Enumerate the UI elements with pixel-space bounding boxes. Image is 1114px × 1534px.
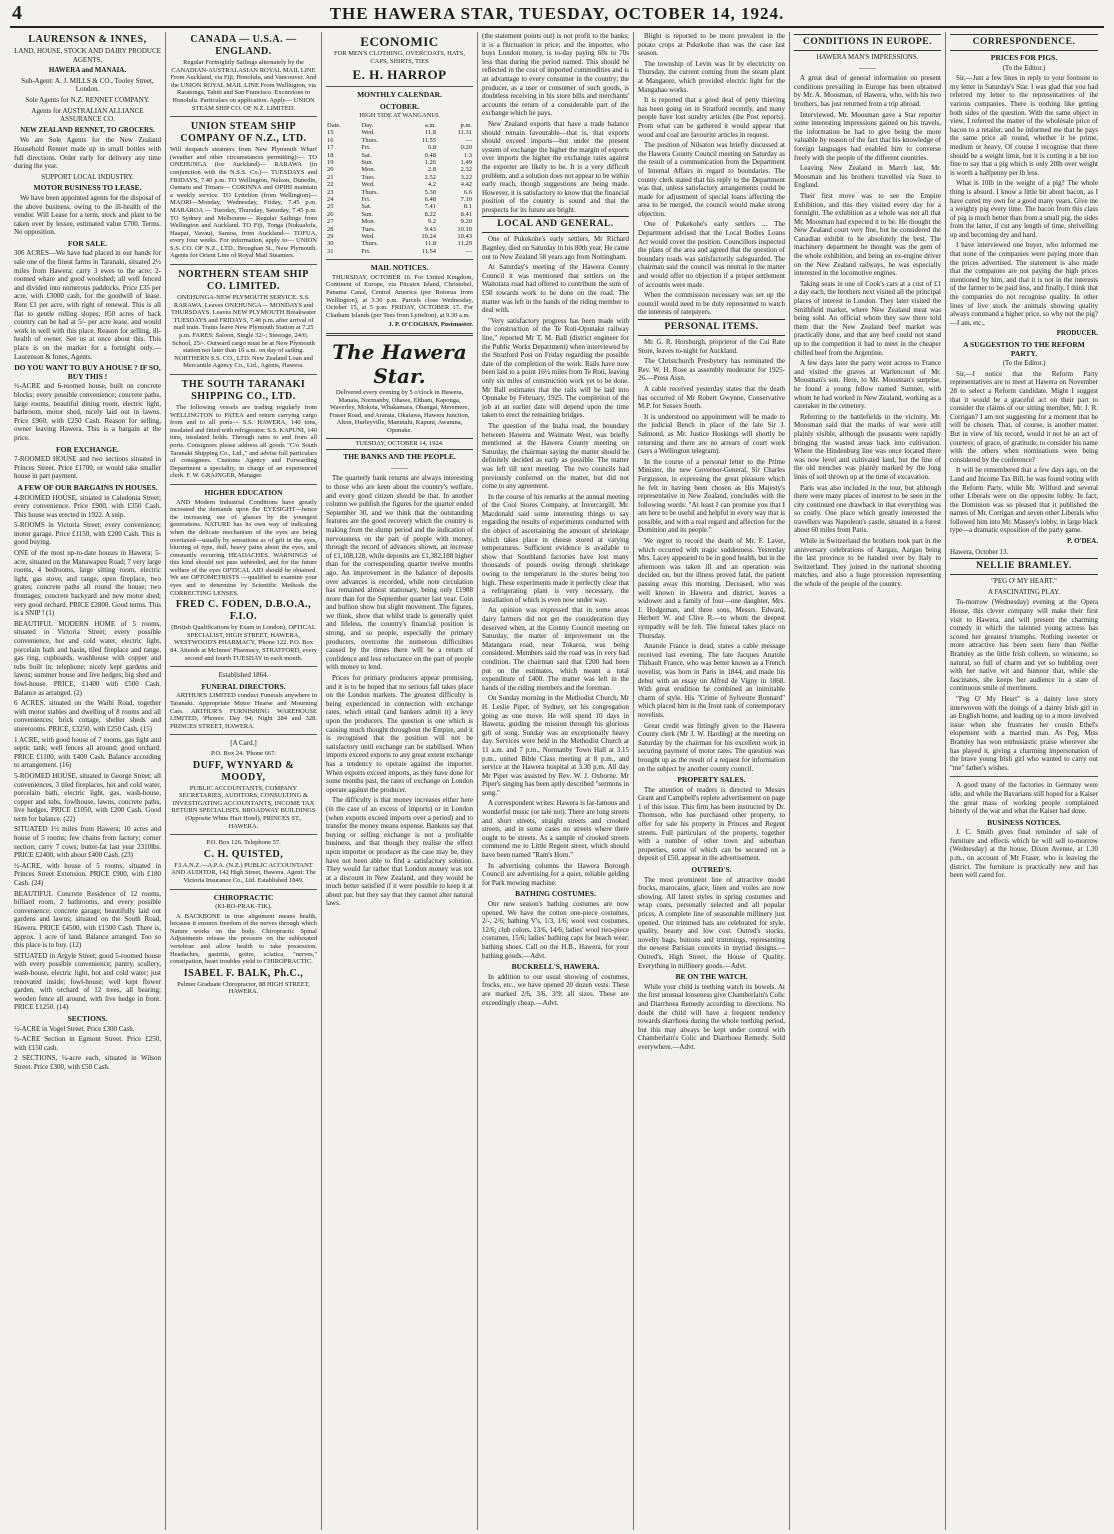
tide-row (326, 129, 473, 136)
tide-cell: 6.48 (424, 196, 437, 204)
tide-heading: HIGH TIDE AT WANGANUI. (359, 112, 440, 120)
tide-cell: 11.29 (457, 240, 472, 248)
postmaster: J. P. O'COGHAN, Postmaster. (388, 321, 473, 329)
local-general-heading: LOCAL AND GENERAL. (482, 216, 629, 233)
harrop-title: E. H. HARROP (352, 67, 447, 83)
support-line: SUPPORT LOCAL INDUSTRY. (41, 172, 134, 181)
union-title: UNION STEAM SHIP COMPANY OF N.Z., LTD. (180, 121, 307, 145)
column-5 (634, 32, 790, 1530)
column-3: ECONOMIC FOR MEN'S CLOTHING, OVERCOATS, HATS, CAPS, SHIRTS, TIES E. H. HARROP MONTHLY CALENDAR. OCTOBER. HIGH TIDE AT WANGANUI. Date. Day. a.m. p.m. 15 Wed. 11.8 11.31 16 Thurs. 11.55 — 17 Fri. 0.8 0.20 18 Sat. 0.48 1.3 19 Sun. 1.26 1.49 20 Mon. 2.8 2.32 21 Tues. 2.52 3.22 22 Wed. 4.2 4.42 23 Thurs. 5.30 6.6 24 Fri. 6.48 7.10 25 Sat. 7.41 8.1 26 Sun. 8.22 8.41 27 Mon. 9.2 9.20 28 Tues. 9.43 10.10 29 Wed. 10.24 10.43 30 Thurs. 11.8 11.29 31 Fri. 11.54 — MAIL NOTICES. THURSDAY, OCTOBER 16. For United Kingdom, Continent of Europe, via Pitcairn Island, Christobel, Panama Canal, Central America (per Rotorua from Wellington), at 3.30 p.m. Parcels close Wednesday, October 15, at 5 p.m. FRIDAY, OCTOBER 17. For Chatham Islands (per Tees from Lyttelton), at 9.30 a.m. J. P. O'COGHAN, Postmaster. The Hawera Star. Delivered every evening by 5 o'clock in Hawera, Manaia, Normanby, Ohawe, Eltham, Kaponga, Waverley, Mokoia, Whakamara, Ohangai, Meremere, Fraser Road, and Ararata, Okaiawa, Hawera Junction, Alton, Hurleyville, Manutahi, Kapuni, Awatuna, Opunake. TUESDAY, OCTOBER 14, 1924. THE BANKS AND THE PEOPLE. ⸻ The quarterly bank returns are always interesting to those who are keen about the country's welfare, and every good citizen should be that. In another column we publish the figures for the quarter ended September 30, and we think that the outstanding features are the good recovery which the country is making from the slump period and the indication of nervousness on the part of people with money, through the record of advances shown, an increase of £1,108,128, while deposits are £1,382,188 higher than for the corresponding quarter twelve months ago. An improvement in the balance of deposits over advances is recorded, while note circulation has remained almost stationary, being only £1988 more than for the September quarter last year. Coin and bullion show but slight movement. The figures, we think, show that whilst trade is generally quiet and lifeless, the country's financial position is strong, and so people, especially the primary producers, overcome the numerous difficulties caused by the times there will be a return of confidence and less reluctance on the part of people with money to lend. Prices for primary producers appear promising, and it is to be hoped that no serious fall takes place on the London markets. The greatest difficulty is being experienced in connection with exchange rates, which entail (and bankers admit it) a levy upon the producers. The question is one which is causing much thought throughout the Empire, and it is recognised that the position will not be satisfactory until exchange can be stabilised. When imports exceed exports to any great extent exchange has a tendency to operate against the importer. When exports exceed imports, as they have done for some months past, the rates of exchange on London operate against the producer. The difficulty is that money increases either here (in the case of an excess of imports) or in London (when exports exceed imports over a period) and to transfer the money means expense. Bankers say that buying or selling exchange is not a profitable business, and that though they realise the effect upon importer or producer as the case may be, they have not been able to find a satisfactory solution. They would far rather that London money was not at a discount in New Zealand, and they would be much better satisfied if it were possible to keep it at about par, but they say that they cannot alter natural laws. (322, 32, 478, 1530)
tide-cell: 1.49 (460, 159, 472, 166)
bathing-text: Our new season's bathing costumes are now opened. We have the cotton one-piece costumes, 2/-, 2/6; bathing V's, 1/3, 1/6; wool vest costumes, 12/6; club colors, 13/6, 14/6; ladies' wool two-piece costumes, 15/6; ladies' bathing caps for beach wear; bathing shoes. Call on the H.B., Hawera, for your bathing goods.—Advt. (482, 900, 629, 960)
letter-para: Sir,—Just a few lines in reply to your footnote to my letter in Saturday's Star. I was glad that you had referred my letter to the representatives of the various companies. There is nothing like getting both sides of the question. With the same object in view, I referred the matter of the wholesale price of bacon to a retailer, and he informed me that he pays the same price all round, whether it be prime, medium or heavy. Of course I recognise that there should be a weight limit, but it is cutting it a bit too fine to say that a pig which is only 20lb over weight is worth a halfpenny per lb less. (950, 74, 1098, 177)
listing: ½-ACRE in Vogel Street. Price £300 Cash. (14, 1024, 135, 1033)
property-text: The attention of readers is directed to Messrs Grant and Campbell's replete advertisement on page 1 of this issue. This firm has been instructed by Dr. Thomson, who has purchased other property, to offer for sale his property in Princes and Regent streets. Full particulars of the property, together with a number of other town and suburban properties, some of which can be secured on a deposit of £50, appear in the advertisement. (638, 785, 785, 863)
exchange-heading: FOR EXCHANGE. (56, 444, 119, 454)
quisted-text: F.I.A.N.Z.—A.P.A. (N.Z.) PUBLIC ACCOUNTANT AND AUDITOR, 142 High Street, Hawera. Agent: The Victoria Insurance Co., Ltd. Established 1849. (171, 861, 316, 884)
established: Established 1864. (218, 671, 269, 680)
sections-heading: SECTIONS. (67, 1013, 108, 1023)
news-item: The township of Levin was lit by electricity on Thursday, the current coming from the steam plant at Mangaore, which provided electric light for the Mangahao works. (638, 59, 785, 94)
listing: 1 ACRE, with good house of 7 rooms, gas light and septic tank; well fences all around; good orchard. PRICE £1100, with £400 Cash. Balance according to arrangement. (16) (14, 735, 161, 770)
calendar-heading: MONTHLY CALENDAR. (357, 90, 442, 100)
hawera-star-banner: The Hawera Star. (332, 340, 467, 389)
letter-para: It will be remembered that a few days ago, on the Land and Income Tax Bill, he was found voting with the Reform Party, while Mr. Wilford and several other Liberals were on the opposite lobby. In fact, the Dominion was so pleased that it published the names of Mr. Corrigan and seven other Liberals who followed him into Mr. Massey's lobby, in large black type—a dramatic exposition of the party game. (950, 466, 1098, 535)
conditions-sub: HAWERA MAN'S IMPRESSIONS. (816, 53, 919, 61)
outred-heading: OUTRED'S. (691, 865, 732, 875)
tide-col-header: a.m. (424, 121, 437, 129)
conditions-para: Leaving New Zealand in March last, Mr. Moosman and his brothers travelled via Suez to England. (794, 164, 941, 190)
taranaki-text: The following vessels are trading regularly from WELLINGTON to PATEA and return carrying cargo from and to all ports— S.S. HAWERA, 140 tons, insulated and fitted with refrigerator. S.S. KAPUNI, 140 tons, insulated holds. Through rates to and from all ports. Consignors please address all goods "C/o South Taranaki Shipping Co., Ltd.," and advise full particulars of consignees. Customs Agency and Forwarding Department a speciality, in charge of an experienced clerk. F. W. GRAINGER, Manager. (170, 404, 317, 480)
signature: PRODUCER. (1056, 329, 1098, 338)
tide-row (326, 211, 473, 218)
tide-cell: 2.32 (460, 166, 472, 174)
tide-cell: 4.42 (460, 181, 472, 189)
watch-heading: BE ON THE WATCH. (675, 972, 748, 982)
listing: SITUATED in Argyle Street; good 5-roomed house with every possible convenience; pantry, scullery, wash-house, electric light, hot and cold water; just renovated inside; fowl-house; well kept flower garden, with orchard of 12 trees, all bearing; wooden fence all around, with live hedge in front. PRICE £1250. (14) (14, 951, 161, 1012)
local-item: In the course of his remarks at the annual meeting of the Cool Stores Company, at Invercargill, Mr. Macdonald said some interesting things to say regarding the results of experiments conducted with the object of ascertaining the amount of shrinkage which takes place in cheese stored at varying temperatures. Sufficient evidence is available to show that Southland factories have lost many thousands of pounds owing through shrinkage owing to the temperature in the stores being too high. These experiments made it perfectly clear that a refrigerating plant is very necessary, the installation of which is even now under way. (482, 492, 629, 604)
tide-row (326, 240, 473, 247)
listing: 5-ROOMED HOUSE, situated in George Street; all conveniences, 3 tiled fireplaces, hot and cold water, porcelain bath, electric light, gas, wash-house, copper and tubs, fowlhouse, lawns, concrete paths, live hedges. PRICE £1050, with £200 Cash. Good term for balance. (22) (14, 771, 161, 823)
tide-cell: 8.41 (460, 210, 472, 218)
tide-row (326, 152, 473, 159)
ad-line: Agents for AUSTRALIAN ALLIANCE ASSURANCE CO. (31, 106, 144, 124)
listing: 4-ROOMED HOUSE, situated in Caledonia Street; every convenience. Price £900, with £350 Cash. This house was erected in 1922. A snip. (14, 493, 161, 519)
listing: 6 ACRES, situated on the Waihi Road, together with motor stables and dwelling of 8 rooms and all conveniences; brick cottage, shelter sheds and storerooms. PRICE, £3250, with £250 Cash. (15) (14, 699, 161, 733)
local-item: At Saturday's meeting of the Hawera County Council it was mentioned that settlers on the Waitotara road had offered to contribute the sum of £50 towards work to be done on the road. The matter was left in the hands of the riding member to deal with. (482, 263, 629, 315)
tide-cell: Fri. (361, 247, 371, 255)
tide-cell: 11.55 (421, 136, 437, 144)
tide-cell: 3.22 (460, 173, 472, 181)
buckrell-text: In addition to our usual showing of costumes, frocks, etc., we have opened 20 dozen vests. These are marked 2/6, 3/6, 3/9; all sizes. These are exceedingly cheap.—Advt. (482, 972, 629, 1007)
tide-cell: 7.41 (424, 203, 437, 211)
personal-item: It is understood no appointment will be made to the judicial Bench in place of the late Sir J. Salmond, as Mr. Justice Hoskings will shortly be returning and there are no arrears of court work (says a Wellington telegram). (638, 412, 785, 456)
personal-item: Mr. G. R. Horsburgh, proprietor of the Cui Rate Store, leaves to-night for Auckland. (638, 338, 785, 355)
tide-row (326, 196, 473, 203)
letter-para: Sir,—I notice that the Reform Party representatives are to meet at Hawera on November 28 to select a Reform candidate. Might I suggest that it would be a graceful act on their part to consider the claims of our sitting member, Mr. J. R. Corrigan? I am not suggesting for a moment that he will be chosen. That, of course, is another matter. But in view of his record, would it not be an act of courtesy, of grace, of gratitude, to consider his name with the others when nominations were being considered by the conference? (950, 369, 1098, 464)
tide-cell: 29 (327, 233, 334, 241)
mail-text: THURSDAY, OCTOBER 16. For United Kingdom, Continent of Europe, via Pitcairn Island, Christobel, Panama Canal, Central America (per Rotorua from Wellington), at 3.30 p.m. Parcels close Wednesday, October 15, at 5 p.m. FRIDAY, OCTOBER 17. For Chatham Islands (per Tees from Lyttelton), at 9.30 a.m. (326, 273, 473, 319)
taranaki-title: THE SOUTH TARANAKI SHIPPING CO., LTD. (181, 379, 306, 402)
foden-title: FRED C. FODEN, D.B.O.A., F.I.O. (175, 599, 312, 623)
tide-cell: — (465, 247, 472, 255)
tide-cell: 10.10 (457, 225, 472, 233)
conditions-heading: CONDITIONS IN EUROPE. (794, 34, 941, 51)
tide-cell: 9.43 (424, 225, 437, 233)
tide-cell: 22 (327, 181, 334, 189)
chiro-text: A BACKBONE in true alignment means health, because it ensures freedom of the nerves through which Nature works on the body. Chiropractic Spinal Adjustments release the pressure on the subluxated vertebrae and allow health to take possession. Headaches, gastritis, goitre, sciatica, "nerves," constipation, heart troubles yield to CHIROPRACTIC. (170, 912, 317, 966)
tide-cell: Wed. (361, 181, 375, 189)
business-text: J. C. Smith gives final reminder of sale of furniture and effects which he will sell to-morrow (Wednesday) at the house, Dixon Avenue, at 1.30 p.m., on account of Mr Fraser, who is leaving the district. The furniture is practically new and has been well cared for. (950, 828, 1098, 880)
tide-cell: Thurs. (361, 240, 379, 248)
for-sale-heading: FOR SALE. (67, 238, 108, 248)
local-item: On Sunday morning in the Methodist Church, Mr H. Leslie Piper, of Sydney, set his congregation going as one move. He will spend 10 days in Hawera, guiding the mission through his glorious gift of song. Sunday was an exceptionally heavy day. Services were held in the Methodist Church at 11 a.m. and 7 p.m., Normanby Town Hall at 3.15 p.m., united Bible Class meeting at 8 p.m., and service at the Hawera hospital at 3.30 p.m. All day Mr Piper was assisted by Rev. W. J. Oxborne. Mr Piper's singing has been aptly described "sermons in song." (482, 694, 629, 797)
funeral-heading: FUNERAL DIRECTORS. (201, 681, 286, 691)
balk-title: ISABEL F. BALK, Ph.C., (183, 967, 304, 979)
local-item: "Very satisfactory progress has been made with the construction of the Te Roti-Opunake railway line," reported Mr T. M. Ball (district engineer for the Public Works Department) when interviewed by the Stratford Post on Friday regarding the possible date of the completion of the work. Rails have now been laid to a point 16½ miles from Te Roti, leaving only six miles of construction work yet to be done. Mr Ball estimates that the rails will be laid into Opunake by February, 1925. The completion of the job at an earlier date will depend upon the time taken to erect the remaining bridges. (482, 316, 629, 420)
tide-cell: 26 (327, 210, 334, 218)
tide-cell: 20 (327, 166, 334, 174)
tide-cell: 18 (327, 151, 334, 159)
local-item: In advertising columns the Hawera Borough Council are advertising for a quiet, reliable gelding for Park mowing machine. (482, 861, 629, 887)
listing-306: 306 ACRES—We have had placed in our hands for sale one of the finest farms in Taranaki, situated 2½ miles from Hawera; carry 3 ewes to the acre; 2-roomed whare and good woolshed; all well fenced and divided into numerous paddocks. Price £35 per acre, with £3000 cash, for the goodwill of lease. Rent £1 per acre, with right of renewal. This is all flat to gentle rolling slopes; 850 acres of back country can be had at 5/- per acre lease, and would work in well with this place. Reason for selling, ill-health of owner. See us at once about this. This place is on the market for a fortnight only.—Laurenson & Innes, Agents. (14, 249, 161, 361)
column-7 (946, 32, 1102, 1530)
tide-row (326, 137, 473, 144)
banks-para: The difficulty is that money increases either here (in the case of an excess of imports) or in London (when exports exceed imports over a period) and to transfer the money means expense. Bankers say that buying or selling exchange is not a profitable business, and that though they realise the effect upon importer or producer as the case may be, they have not been able to find a satisfactory solution. They would far rather that London money was not at a discount in New Zealand, and they would be much better satisfied if it were possible to keep it at about par, but they say that they cannot alter natural laws. (326, 796, 473, 908)
page-number: 4 (12, 2, 22, 24)
reform-heading: A SUGGESTION TO THE REFORM PARTY. (963, 340, 1085, 358)
tide-cell: Tues. (361, 225, 376, 233)
ad-line: NEW ZEALAND RENNET, TO GROCERS. (20, 125, 155, 134)
want-house-heading: DO YOU WANT TO BUY A HOUSE ? IF SO, BUY THIS ! (14, 363, 161, 381)
factories-para: A good many of the factories in Germany were idle, and while the Bavarians still hoped for a Kaiser the great mass of working people complained bitterly of the war and what the Kaiser had done. (950, 781, 1098, 816)
mail-heading: MAIL NOTICES. (370, 263, 429, 273)
tide-cell: 6.6 (463, 188, 472, 196)
economic-title: ECONOMIC (360, 34, 439, 49)
tide-row (326, 181, 473, 188)
tide-cell: 30 (327, 240, 334, 248)
tide-cell: 11.8 (424, 240, 437, 248)
tide-cell: Sat. (361, 203, 372, 211)
masthead (10, 0, 1104, 28)
news-item: The position of Nilsaton was briefly discussed at the Hawera County Council meeting on Saturday as the result of a communication from the Department of Internal Affairs in regard to boundaries. The county clerk stated that his reply to the Department was that, unless satisfactory arrangements could be made for adjustment of special loans affecting the area to be merged, the council would make strong objection. (638, 141, 785, 218)
news-item: Blight is reported to be more prevalent in the potato crops at Pukekohe than was the case last season. (638, 32, 785, 58)
tide-row (326, 203, 473, 210)
tide-cell: 5.30 (424, 188, 437, 196)
personal-item: Great credit was fittingly given to the Hawera County clerk (Mr J. W. Harding) at the meeting on Saturday by the chairman for his excellent work in securing payment of motor rates. The question was brought up as the result of a request for information on the subject by another county council. (638, 721, 785, 773)
quisted-title: C. H. QUISTED, (203, 848, 284, 860)
arthur-text: ARTHUR'S LIMITED conduct Funerals anywhere in Taranaki. Appropriate Motor Hearse and Mourning Cars. ARTHUR'S FURNISHING WAREHOUSE LIMITED, 'Phones: Day 94; Night 284 and 328. PRINCES STREET, HAWERA. (170, 692, 317, 730)
conditions-para: A few days later the party went across to France and visited the graves at Warlencourt of Mr. Moosman's son. Here, to Mr. Moosman's surprise, he found a young fellow named Sumner, with whom he had worked in New Zealand, working as a caretaker in the cemetery. (794, 359, 941, 411)
tide-cell: 10.24 (421, 233, 437, 241)
news-item: When the commission necessary was set up the council would need to be duly represented to watch the interests of ratepayers. (638, 291, 785, 317)
listing: BEAUTIFUL Concrete Residence of 12 rooms, billiard room, 2 bathrooms, and every possible convenience; concrete garage; beautifully laid out gardens and lawns; situated on the South Road, Hawera. PRICE £4500, with £1500 Cash. There is, approx. 1 acre of land. Balance arranged. Too so this place is to buy. (12) (14, 889, 161, 950)
tide-cell: 31 (327, 247, 334, 255)
column-1 (10, 32, 166, 1530)
conditions-para: A great deal of general information on present conditions prevailing in Europe has been obtained by Mr. A. Moosman, of Hawera, who, with his two brothers, has just returned from a trip abroad. (794, 74, 941, 108)
listing: SITUATED 1½ miles from Hawera; 10 acres and house of 5 rooms; few chains from factory; corner section; carry 7 cows; butter-fat last year 2310lbs. PRICE £2400, with about £400 Cash. (23) (14, 825, 161, 860)
tide-row (326, 144, 473, 151)
listing: ½-ACRE Section in Egmont Street. Price £250, with £150 cash. (14, 1035, 161, 1052)
tide-cell: 17 (327, 144, 334, 152)
pigs-heading: PRICES FOR PIGS. (990, 53, 1058, 62)
motor-text: We have been appointed agents for the disposal of the above business, owing to the ill-health of the vendor. Will Lease for a term, stock and plant to be taken over by lessee, estimated value £700. Terms. No opposition. (14, 193, 161, 237)
ad-line: HAWERA and MANAIA. (48, 66, 127, 75)
duff-title: DUFF, WYNYARD & MOODY, (192, 759, 295, 783)
local-item: An opinion was expressed that in some areas dairy farmers did not get the consideration they deserved when, at the County Council meeting on Saturday, the matter of improvement on the Matangara road, near Tokaroa, was being considered. Members said the road was in very bad condition. The chairman said that £200 had been put on the estimates, which meant a total expenditure of £400. The matter was left in the hands of the riding members and the foreman. (482, 606, 629, 692)
tide-cell: 21 (327, 173, 334, 181)
personal-heading: PERSONAL ITEMS. (638, 319, 785, 336)
canada-title: CANADA — U.S.A. — ENGLAND. (190, 34, 297, 57)
personal-item: Anatole France is dead, states a cable message received last evening. The late Jacques Anatole Thibault France, who was better known as a French novelist, was born in Paris in 1844, and made his debut with an essay on Alfred de Vigny in 1868. With great erudition he combined an inimitable charm of style. His "Crime of Sylvestre Bonnard" which placed him in the front rank of contemporary novelists. (638, 642, 785, 719)
tide-cell: Fri. (361, 144, 371, 152)
tide-cell: 9.20 (460, 218, 472, 226)
dateline: TUESDAY, OCTOBER 14, 1924. (326, 438, 473, 451)
tide-cell: 0.20 (460, 144, 472, 152)
tide-cell: 8.1 (463, 203, 472, 211)
tide-cell: 9.2 (427, 218, 437, 226)
card-label: [A Card.] (230, 739, 257, 748)
tide-cell: 16 (327, 136, 334, 144)
bathing-heading: BATHING COSTUMES. (515, 889, 596, 899)
laurenson-ad-title: LAURENSON & INNES, (28, 34, 147, 45)
tide-cell: 19 (327, 159, 334, 166)
tide-row (326, 166, 473, 173)
nellie-para: "Peg O' My Heart" is a dainty love story interwoven with the doings of a dainty Irish girl in an English home, and leading up to a more involved issue when she frustrates her cousin Ethel's elopement with a married man. As Peg, Miss Bramley has won enthusiastic praise wherever she has played it, giving a charming impersonation of the brave young Irish girl who wanted to carry out "me" father's wishes. (950, 694, 1098, 772)
conditions-para: While in Switzerland the brothers took part in the anniversary celebrations of Aargau, Aargau being the last province to be handed over by Italy to Switzerland. They joined in the national shooting matches, and also a huge procession representing the whole of the people of the country. (794, 537, 941, 589)
tide-cell: 10.43 (457, 233, 472, 241)
higher-ed-text: AND Modern Industrial Conditions have greatly increased the demands upon the EYESIGHT—hence the increasing use of glasses by the youngest generations. NATURE has its own way of indicating when the delicate mechanism of the eyes are being overtaxed—usually by sensations as of grit in the eyes, blurring of type, dull, heavy pains about the eyes, and constantly recurring HEADACHES. WARNINGS of this kind should not pass unheeded, and for the future welfare of the eyes OPTICAL AID should be obtained. We are OPTOMETRISTS —qualified to examine your eyes and to determine by Scientific Methods the CORRECTING LENSES. (170, 498, 317, 597)
tide-cell: 25 (327, 203, 334, 211)
chiro-sub: (KI-RO-PRAK-TIK). (215, 903, 272, 911)
news-item: One of Pukekohe's early settlers ... The Department advised that the Local Bodies Loans Act would cover the position. Councillors inspected the plans of the area and agreed that the question of boundary roads was satisfactorily safeguarded. The chairman said the council was neutral in the matter and would offer no objection if a proper settlement of accounts were made. (638, 220, 785, 289)
tide-cell: Sun. (361, 159, 374, 166)
tide-header-row (326, 122, 473, 129)
column-2 (166, 32, 322, 1530)
duff-text: PUBLIC ACCOUNTANTS, COMPANY SECRETARIES, AUDITORS, CONSULTING & INVESTIGATING ACCOUNTANTS, INCOME TAX RETURN SPECIALISTS. BROADWAY BUILDINGS (Opposite White Hart Hotel), PRINCES ST., HAWERA. (171, 784, 316, 830)
listing: ½-ACRE and 6-roomed house, built on concrete blocks; every possible convenience; concrete paths, large rooms, beautiful dining room, electric light, bathroom, motor shed, nicely laid out in lawns. Price £960, with £250 Cash. Reason for selling, owner leaving Hawera. This is a bargain at the price. (14, 382, 161, 442)
conditions-para: Their first move was to see the Empire Exhibition, and this they visited every day for a fortnight. The exhibition as a whole was not all that Mr. Moosman had expected it to be. He thought the New Zealand court very fine, but he considered the Canadian exhibit to be absolutely the best. The machinery department he thought was the gem of the whole exhibition, and being an ex-engine driver on the New Zealand railways, he was especially interested in the locomotive engines. (794, 191, 941, 278)
tide-cell: Thurs. (361, 136, 379, 144)
tide-cell: 7.10 (460, 196, 472, 204)
tide-cell: 1.3 (463, 151, 472, 159)
bargains-heading: A FEW OF OUR BARGAINS IN HOUSES. (17, 482, 158, 492)
tide-cell: 23 (327, 188, 334, 196)
outred-text: The most prominent line of attractive model frocks, marocains, glace, linen and voiles are now showing. All latest styles in spring costumes and wrap coats, personally selected and all popular prices. A complete line of seasonable millinery just opened. Our trimmed hats are celebrated for style, quality, beauty and low cost. Outred's stocks, novelty bags, buttons and trimmings, representing the newest Parisian conceits in myriad designs.—Outred's, High Street, the House of Quality. Everything in millinery goods.—Advt. (638, 875, 785, 970)
nellie-sub2: A FASCINATING PLAY. (987, 587, 1061, 596)
tide-col-header: Date. (327, 121, 341, 129)
listing: ½-ACRE, with house of 5 rooms, situated in Princes Street Extension. PRICE £900, with £180 Cash. (24) (14, 861, 161, 888)
northern-text: ONEHUNGA-NEW PLYMOUTH SERVICE. S.S. RARAWA. Leaves ONEHUNGA— MONDAYS and THURSDAYS. Leaves NEW PLYMOUTH Breakwater TUESDAYS and FRIDAYS, 7.40 p.m. after arrival of mail train. Trains leave New Plymouth Station at 7.25 p.m. FARES: Saloon, Single 32/-; Steerage, 24/6; School, 25/-. Outward cargo must be at New Plymouth station not later than 10 a.m. on day of sailing. NORTHERN S.S. CO., LTD. New Zealand Loan and Mercantile Agency Co., Ltd., Agents, Hawera. (170, 294, 317, 370)
local-item: One of Pukekohe's early settlers, Mr Richard Bagnley, died on Saturday in his 80th year. He came out to New Zealand 58 years ago from Nottingham. (482, 235, 629, 261)
listing: 2 SECTIONS, ¼-acre each, situated in Wilson Street. Price £300, with £50 Cash. (14, 1054, 161, 1071)
listing: BEAUTIFUL MODERN HOME of 5 rooms, situated in Victoria Street; every possible convenience, hot and cold water, electric light, porcelain bath and basin, tiled fireplace and range, gas ring, cupboards, washhouse with copper and tubs built in; telephone; nicely kept gardens and lawns; summer house and live hedges; big shed and fowl-house. PRICE, £1400 with £500 Cash. Balance as arranged. (2) (14, 619, 161, 697)
tide-cell: Fri. (361, 196, 371, 204)
economic-text: FOR MEN'S CLOTHING, OVERCOATS, HATS, CAPS, SHIRTS, TIES (333, 50, 465, 65)
october-heading: OCTOBER. (379, 101, 420, 111)
tide-cell: Thurs. (361, 188, 379, 196)
local-item: The question of the Inaha road, the boundary between Hawera and Waimate West, was briefly mentioned at the Hawera County meeting on Saturday, the chairman saying the matter should be definitely decided as early as possible. The matter was left till next meeting. The two councils had previously conferred on the matter, but did not come to any agreement. (482, 421, 629, 491)
chiro-heading: CHIROPRACTIC (213, 892, 274, 902)
tide-cell: Wed. (361, 129, 375, 137)
listing: ONE of the most up-to-date houses in Hawera; 5-acre, situated on the Manawapou Road; 7 very large rooms, 4 bedrooms, large sitting room, electric light, gas stove, and range, open fireplace, two grates; concrete paths all round the house; two frontages; concrete backyard and new motor shed; very good orchard. PRICE £2800. Good terms. This is a SNIP ! (1) (14, 549, 161, 618)
tide-row (326, 189, 473, 196)
tide-cell: 2.52 (424, 173, 437, 181)
tide-table (326, 122, 473, 255)
ad-line: LAND, HOUSE, STOCK AND DAIRY PRODUCE AGENTS, (14, 47, 161, 64)
buckrell-heading: BUCKRELL'S, HAWERA. (511, 962, 600, 972)
tide-cell: 28 (327, 225, 334, 233)
personal-item: A cable received yesterday states that the death has occurred of Mr Robert Gwynne, Conservative M.P. for Sussex South. (638, 384, 785, 411)
letter-date: Hawera, October 13. (950, 547, 1009, 556)
foden-text: (British Qualifications by Exam in London), OPTICAL SPECIALIST, HIGH STREET, HAWERA, WESTWOOD'S PHARMACY, 'Phone 122. P.O. Box 84. Attends at McInnes' Pharmacy, STRATFORD, every second and fourth TUESDAY in each month. (170, 624, 317, 662)
ad-line: Sub-Agent: A. J. MILLS & CO., Tooley Street, London. (21, 76, 154, 94)
conditions-para: Referring to the battlefields in the vicinity, Mr. Moosman said that the marks of war were still plainly visible, although the peasants were rapidly bringing the wasted areas back into cultivation. Where the Hindenburg line was once located there was now level and cultivated land, but the line of the old trenches was plainly marked by the long lines of soil thrown up at the time of excavation. (794, 412, 941, 481)
column-6: CONDITIONS IN EUROPE. HAWERA MAN'S IMPRESSIONS. ⸻ A great deal of general information on present conditions prevailing in Europe has been obtained by Mr. A. Moosman, of Hawera, who, with his two brothers, has just returned from a trip abroad. Interviewed, Mr. Moosman gave a Star reporter some interesting impressions gained on his travels, the information he had to give being the more valuable by reason of the fact that his knowledge of foreign languages had enabled him to converse freely with the people of the different countries. Leaving New Zealand in March last, Mr. Moosman and his brothers travelled via Suez to England. Their first move was to see the Empire Exhibition, and this they visited every day for a fortnight. The exhibition as a whole was not all that Mr. Moosman had expected it to be. He thought the New Zealand court very fine, but he considered the Canadian exhibit to be absolutely the best. The machinery department he thought was the gem of the whole exhibition, and being an ex-engine driver on the New Zealand railways, he was especially interested in the locomotive engines. Taking seats in one of Cook's cars at a cost of £1 a day each, the brothers next visited all the principal places of interest in London. They later visited the Smithfield market, where New Zealand meat was being sold. An official whom they saw there told them that the New Zealand beef market was practically done, and that any beef could not stand up to the competition it had to meet in the cheaper chilled beef from the Argentine. A few days later the party went across to France and visited the graves at Warlencourt of Mr. Moosman's son. Here, to Mr. Moosman's surprise, he found a young fellow named Sumner, with whom he had worked in New Zealand, working as a caretaker in the cemetery. Referring to the battlefields in the vicinity, Mr. Moosman said that the marks of war were still plainly visible, although the peasants were rapidly bringing the wasted areas back into cultivation. Where the Hindenburg line was once located there was now level and cultivated land, but the line of the old trenches was plainly marked by the long lines of soil thrown up at the time of excavation. Paris was also included in the tour, but although there were many places of interest to be seen in the city continued one drawback in that everything was so costly. One place which greatly interested the travellers was Napoleon's castle, situated in a forest about 60 miles from Paris. While in Switzerland the brothers took part in the anniversary celebrations of Aargau, Aargau being the last province to be handed over by Italy to Switzerland. They joined in the national shooting matches, and also a huge procession representing the whole of the people of the country. (790, 32, 946, 1530)
tide-cell: Sun. (361, 210, 374, 218)
tide-cell: 0.8 (427, 144, 437, 152)
tide-cell: 8.22 (424, 210, 437, 218)
delivery-text: Delivered every evening by 5 o'clock in Hawera, Manaia, Normanby, Ohawe, Eltham, Kaponga, Waverley, Mokoia, Whakamara, Ohangai, Meremere, Fraser Road, and Ararata, Okaiawa, Hawera Junction, Alton, Hurleyville, Manutahi, Kapuni, Awatuna, Opunake. (329, 389, 470, 434)
banks-heading: THE BANKS AND THE PEOPLE. (343, 452, 456, 462)
property-heading: PROPERTY SALES. (677, 775, 746, 785)
tide-cell: Tues. (361, 173, 376, 181)
local-item: A correspondent writes: Hawera is far-famous and wonderful music (or tale not). There are long streets and short streets, straight streets and crooked streets, and in some cases no streets where there ought to be streets. As a sample of crooked streets commend me to Little Regent street, which should have been named "Ram's Horn." (482, 799, 629, 860)
business-heading: BUSINESS NOTICES. (987, 817, 1061, 827)
watch-text: While your child is teething watch its bowels. At the first unusual looseness give Chamberlain's Colic and Diarrhoea Remedy according to directions. No doubt the child will have a frequent tendency towards diarrhoea during the whole teething period, but this may always be kept under control with Chamberlain's Colic and Diarrhoea Remedy. Sold everywhere.—Advt. (638, 982, 785, 1051)
motor-heading: MOTOR BUSINESS TO LEASE. (33, 183, 142, 193)
tide-row (326, 233, 473, 240)
conditions-para: Paris was also included in the tour, but although there were many places of interest to be seen in the city continued one drawback in that everything was so costly. One place which greatly interested the travellers was Napoleon's castle, situated in a forest about 60 miles from Paris. (794, 483, 941, 535)
personal-item: The Christchurch Presbytery has nominated the Rev. W. H. Rose as assembly moderator for 1925-26.—Press Assn. (638, 357, 785, 383)
ad-line: Sole Agents for N.Z. RENNET COMPANY. (25, 95, 150, 104)
tide-row (326, 226, 473, 233)
correspondence-heading: CORRESPONDENCE. (950, 34, 1098, 51)
rennet-text: We are Sole Agents for the New Zealand Household Rennet made up in small bottles with full directions. Order early for delivery any time during the year. (14, 136, 161, 171)
tide-cell: — (465, 136, 472, 144)
letter-para: What is 10lb in the weight of a pig? The whole thing is absurd. I know a little bit about bacon, as I have cured my own for a good many years. Give me a weighty pig every time. The bacon from this class of pig is much better than from a small pig, the sides from the latter, if cut any length of time, shrivelling up and becoming dry and hard. (950, 179, 1098, 239)
tide-cell: Sat. (361, 151, 372, 159)
tide-cell: 24 (327, 196, 334, 204)
signature: P. O'DEA. (1066, 537, 1098, 546)
tide-cell: 27 (327, 218, 334, 226)
tide-row (326, 248, 473, 255)
personal-item: In the course of a personal letter to the Prime Minister, the new Governor-General, Sir Charles Fergusson, in expressing the great pleasure which he felt in having been chosen as His Majesty's representative in New Zealand, concludes with the following words: "At least I can promise you that I am here to be useful and helpful in every way that is possible, and with a real regard and affection for the Dominion and its people." (638, 457, 785, 535)
news-item: It is reported that a good deal of petty thieving has been going on in Stratford recently, and many people have lost sundry articles (the Post reports). Prom what can be gathered it would appear that wood and coal are favourite articles in request. (638, 96, 785, 139)
newspaper-title: THE HAWERA STAR, TUESDAY, OCTOBER 14, 1924. (329, 4, 785, 23)
listing: 5-ROOMS in Victoria Street; every convenience; motor garage. Price £1150, with £200 Cash. This is good buying. (14, 521, 161, 547)
banks-para: The quarterly bank returns are always interesting to those who are keen about the country's welfare, and every good citizen should be that. In another column we publish the figures for the quarter ended September 30, and we think that the outstanding features are the good recovery which the country is making from the slump period and the indication of nervousness on the part of people with money, through the record of advances shown, an increase of £1,108,128, while deposits are £1,382,188 higher than for the corresponding quarter twelve months ago. An improvement in the balance of deposits over advances is recorded, while note circulation has remained almost stationary, being only £1988 more than for the September quarter last year. Coin and bullion show but slight movement. The figures, we think, show that whilst trade is generally quiet and lifeless, the country's financial position is strong, and so people, especially the primary producers, overcome the numerous difficulties caused by the times there will be a return of confidence and less reluctance on the part of people with money to lend. (326, 474, 473, 672)
to-editor: (To the Editor.) (1002, 359, 1046, 368)
tide-cell: 0.48 (424, 151, 437, 159)
listing: 7-ROOMED HOUSE and two sections situated in Princes Street. Price £1700, or would take smaller house in part payment. (14, 455, 161, 481)
tide-cell: Mon. (361, 218, 376, 226)
tide-cell: 11.54 (421, 247, 437, 255)
tide-cell: 15 (327, 129, 334, 137)
balk-text: Palmer Graduate Chiropractor, 88 HIGH STREET, HAWERA. (177, 980, 310, 996)
nellie-sub: "PEG O' MY HEART." (991, 577, 1057, 586)
duff-box: P.O. Box 24. 'Phone 667. (210, 749, 277, 757)
letter-para: I have interviewed one buyer, who informed me that none of the companies were paying more than the prices advertised. The statement is also made that the companies are not paying the high prices mentioned by him, and that it is not in the interests of the farmer to be paid less, and finally, I think that the companies do not recognise quality. In other lines of live stock the animals showing quality always command a higher price, so why not the pig?—I am, etc., (950, 241, 1098, 327)
column-4 (478, 32, 634, 1530)
conditions-para: Interviewed, Mr. Moosman gave a Star reporter some interesting impressions gained on his travels, the information he had to give being the more valuable by reason of the fact that his knowledge of foreign languages had enabled him to converse freely with the people of the different countries. (794, 110, 941, 162)
tide-cell: 1.26 (424, 159, 437, 166)
tide-cell: 4.2 (427, 181, 437, 189)
tide-col-header: p.m. (460, 121, 472, 129)
tide-row (326, 174, 473, 181)
tide-cell: Mon. (361, 166, 376, 174)
tide-row (326, 218, 473, 225)
tide-cell: 11.31 (457, 129, 472, 137)
quisted-box: P.O. Box 126. Telephone 57. (206, 839, 281, 847)
banks-para: Prices for primary producers appear promising, and it is to be hoped that no serious fall takes place on the London markets. The greatest difficulty is being experienced in connection with exchange rates, which entail (and bankers admit it) a levy upon the producers. The question is one which is causing much thought throughout the Empire, and it is recognised that the position will not be satisfactory until exchange can be stabilised. When imports exceed exports to any great extent exchange has a tendency to operate against the importer. When exports exceed imports, as they have done for some months past, the rates of exchange on London operate against the producer. (326, 674, 473, 794)
northern-title: NORTHERN STEAM SHIP CO. LIMITED. (178, 269, 309, 293)
canada-text: Regular Fortnightly Sailings alternately by the CANADIAN-AUSTRALASIAN ROYAL MAIL LINE From Auckland, via Fiji, Honolulu, and Vancouver. And the UNION ROYAL MAIL LINE From Wellington, via Raratonga, Tahiti and San Francisco. Excursions to Honolulu. Particulars on application. Apply— UNION STEAM SHIP CO. OF N.Z. LIMITED. (170, 59, 317, 112)
nellie-heading: NELLIE BRAMLEY. (950, 558, 1098, 575)
conditions-para: Taking seats in one of Cook's cars at a cost of £1 a day each, the brothers next visited all the principal places of interest in London. They later visited the Smithfield market, where New Zealand meat was being sold. An official whom they saw there told them that the New Zealand beef market was practically done, and that any beef could not stand up to the competition it had to meet in the cheaper chilled beef from the Argentine. (794, 279, 941, 357)
tide-row (326, 159, 473, 166)
tide-cell: Wed. (361, 233, 375, 241)
banks-continued: New Zealand exports that have a trade balance should remain favourable—that is, that exports should exceed imports—but under the present system of exchange the higher the margin of exports over imports the higher the exchange rates against the exporter are likely to be. It is a very difficult problem, and a solution does not appear to be within early reach, though suggestions are being made. However, it is satisfactory to know that the financial position of the country is sound and that the prospects for its future are bright. (482, 119, 629, 214)
columns (10, 32, 1108, 1530)
tide-cell: 11.8 (424, 129, 437, 137)
tide-col-header: Day. (361, 121, 374, 129)
higher-ed-heading: HIGHER EDUCATION (204, 487, 283, 497)
personal-item: We regret to record the death of Mr. F. Laver, which occurred with tragic suddenness. Yesterday Mrs. Lacey appeared to be in good health, but in the afternoon was taken ill and an operation was decided on, but the illness proved fatal, the patient passing away this morning. Deceased, who was well known in Hawera and district, leaves a widower and a family of four—one daughter, Mrs. J. Hodgeman, and three sons, Messrs. Edward, Herbert W. and Clive R.—to whom the deepest sympathy will be felt. The funeral takes place on Thursday. (638, 537, 785, 640)
nellie-para: To-morrow (Wednesday) evening at the Opera House, this clever company will make their first visit to Hawera, and will present the charming comedy in which the talented young actress has scored her greatest triumphs. Nothing sweeter or more attractive has been seen here than Nellie Bramley as the little Irish colleen, so winsome, so natural, so full of charm and yet so bubbling over with her native wit and humour that, while she fascinates, she keeps her audience in a state of continuous smile of merriment. (950, 598, 1098, 693)
to-editor: (To the Editor.) (1002, 63, 1046, 72)
banks-continued: (the statement points out) is not profit to the banks; it is a fluctuation in price; and the importer, who buys London money, is to-day paying 60s to 70s less than during the period named. This should be reflected in the cost of imported commodities and is an advantage to every consumer in the country; the producer, as a user or consumer of such goods, is doubtless receiving in his store bills and merchants' accounts the return of a considerable part of the exchange which he pays. (482, 32, 629, 118)
union-text: Will despatch steamers from New Plymouth Wharf (weather and other circumstances permitting):— TO ONEHUNGA (for Auckland)— RARAWA (in conjunction with the N.S.S. Co.)— TUESDAYS and FRIDAYS, 7.40 p.m. TO Wellington, Nelson, Dunedin, Oamaru and Timaru— CORINNA and OPIHI maintain a weekly service. TO Lyttelton (from Wellington)— MAORI—Monday, Wednesday, Friday, 7.45 p.m. MARAROA — Tuesday, Thursday, Saturday, 7.45 p.m. TO Sydney and Melbourne— Regular Sailings from Wellington and Auckland. TO Fiji, Tonga (Nukualofa, Haapai, Vavau), Samoa, from Auckland— TOFUA, every four weeks. For information, apply to— UNION S.S. CO. OF N.Z., LTD., Broughan St., New Plymouth. Agents for Orient Line of Royal Mail Steamers. (170, 146, 317, 260)
tide-cell: 2.8 (427, 166, 437, 174)
